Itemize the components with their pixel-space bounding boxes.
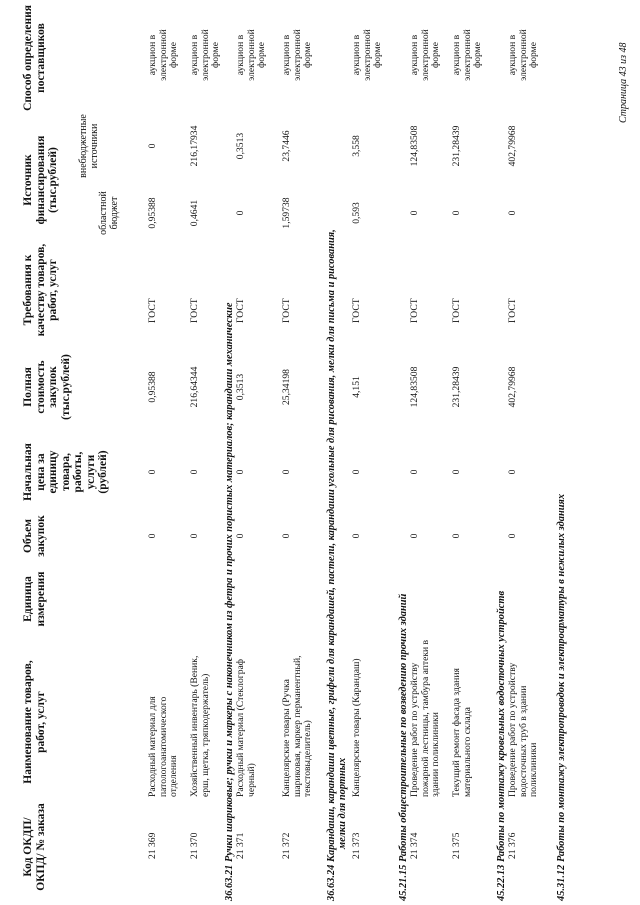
row-method: аукцион в электронной форме	[507, 29, 540, 81]
section-heading	[398, 594, 409, 901]
header-funding: Источник финансирования (тыс.рублей)	[22, 135, 59, 225]
row-total: 0,3513	[235, 373, 246, 401]
row-total: 0,95388	[147, 371, 158, 403]
header-name: Наименование товаров, работ, услуг	[22, 660, 47, 784]
row-code: 21 369	[147, 832, 158, 859]
row-quality: ГОСТ	[281, 298, 292, 323]
row-method: аукцион в электронной форме	[189, 29, 222, 81]
section-code: 36.63.24	[326, 864, 337, 901]
row-extra: 216,17934	[189, 125, 200, 167]
header-code: Код ОКДП/ ОКПД/ № заказа	[22, 803, 47, 891]
row-quality: ГОСТ	[147, 298, 158, 323]
section-code: 36.63.21	[224, 864, 235, 901]
row-quality: ГОСТ	[451, 298, 462, 323]
row-regional: 0	[409, 210, 420, 216]
row-code: 21 376	[507, 832, 518, 859]
row-price: 0	[281, 469, 292, 475]
header-total: Полная стоимость закупок (тыс.рублей)	[22, 354, 72, 420]
row-name: Проведение работ по устройству водосточных труб в здании поликлиники	[507, 662, 540, 797]
row-extra: 3,558	[351, 135, 362, 157]
header-unit: Единица измерения	[22, 571, 47, 627]
row-regional: 0,95388	[147, 197, 158, 229]
row-quality: ГОСТ	[507, 298, 518, 323]
row-extra: 0	[147, 143, 158, 149]
section-code: 45.22.13	[496, 864, 507, 901]
row-qty: 0	[409, 533, 420, 539]
row-extra: 124,83508	[409, 125, 420, 167]
row-code: 21 375	[451, 832, 462, 859]
row-method: аукцион в электронной форме	[281, 29, 314, 81]
row-qty: 0	[281, 533, 292, 539]
row-code: 21 372	[281, 832, 292, 859]
row-extra: 23,7446	[281, 130, 292, 162]
row-price: 0	[189, 469, 200, 475]
row-name: Расходный материал (Стеклограф черный)	[235, 659, 257, 797]
row-price: 0	[351, 469, 362, 475]
row-qty: 0	[507, 533, 518, 539]
section-code: 45.31.12	[556, 864, 567, 901]
row-regional: 0	[235, 210, 246, 216]
header-quality: Требования к качеству товаров, работ, услуг	[22, 243, 59, 337]
row-method: аукцион в электронной форме	[451, 29, 484, 81]
row-qty: 0	[451, 533, 462, 539]
page-number: Страница 43 из 48	[618, 42, 629, 123]
header-qty: Объем закупок	[22, 515, 47, 557]
header-price: Начальная цена за единицу товара, работы, услуги (рублей)	[22, 443, 109, 501]
row-price: 0	[235, 469, 246, 475]
header-fund-regional: областной бюджет	[98, 191, 120, 235]
section-text: Работы по монтажу электропроводок и электроарматуры в нежилых зданиях	[556, 493, 567, 863]
row-qty: 0	[235, 533, 246, 539]
section-heading	[556, 494, 567, 901]
row-quality: ГОСТ	[351, 298, 362, 323]
row-method: аукцион в электронной форме	[351, 29, 384, 81]
row-name: Канцелярские товары (Карандаш)	[351, 658, 362, 797]
row-regional: 0,4641	[189, 199, 200, 227]
row-method: аукцион в электронной форме	[409, 29, 442, 81]
row-total: 231,28439	[451, 366, 462, 408]
row-extra: 402,79968	[507, 125, 518, 167]
row-code: 21 370	[189, 832, 200, 859]
row-qty: 0	[189, 533, 200, 539]
row-price: 0	[507, 469, 518, 475]
row-regional: 1,59738	[281, 197, 292, 229]
row-qty: 0	[351, 533, 362, 539]
header-fund-extra: внебюджетные источники	[78, 114, 100, 178]
row-quality: ГОСТ	[409, 298, 420, 323]
row-name: Проведение работ по устройству пожарной лестницы, тамбура аптеки в здании поликлиники	[409, 639, 442, 797]
row-qty: 0	[147, 533, 158, 539]
row-price: 0	[147, 469, 158, 475]
row-code: 21 374	[409, 832, 420, 859]
row-total: 216,64344	[189, 366, 200, 408]
row-name: Текущий ремонт фасада здания материального склада	[451, 668, 473, 797]
row-name: Канцелярские товары (Ручка шариковая, маркер перманентный, текстовыделитель)	[281, 655, 314, 797]
row-total: 25,34198	[281, 369, 292, 405]
section-text: Карандаши, карандаши цветные, грифели для карандашей, пастели, карандаши угольные для рисования, мелки для письма и рисования,	[326, 229, 337, 863]
row-price: 0	[409, 469, 420, 475]
section-heading	[224, 302, 235, 901]
section-text: Работы общестроительные по возведению прочих зданий	[398, 593, 409, 863]
row-total: 4,151	[351, 376, 362, 398]
section-heading	[496, 591, 507, 901]
row-extra: 231,28439	[451, 125, 462, 167]
row-method: аукцион в электронной форме	[147, 29, 180, 81]
row-price: 0	[451, 469, 462, 475]
section-text: Ручки шариковые; ручки и маркеры с наконечником из фетра и прочих пористых материалов; карандаши механические	[224, 302, 235, 863]
header-method: Способ определения поставщиков	[22, 5, 47, 111]
row-extra: 0,3513	[235, 132, 246, 160]
section-code: 45.21.15	[398, 864, 409, 901]
section-heading-continuation: мелки для портных	[337, 757, 348, 849]
section-text: Работы по монтажу кровельных водосточных устройств	[496, 590, 507, 863]
row-name: Расходный материал для патологоанатомического отделения	[147, 696, 180, 797]
row-name: Хозяйственный инвентарь (Веник, ерш, щетка, тряпкодержатель)	[189, 655, 211, 797]
row-regional: 0	[507, 210, 518, 216]
row-method: аукцион в электронной форме	[235, 29, 268, 81]
row-quality: ГОСТ	[189, 298, 200, 323]
row-regional: 0	[451, 210, 462, 216]
row-quality: ГОСТ	[235, 298, 246, 323]
section-heading	[326, 229, 337, 901]
row-code: 21 371	[235, 832, 246, 859]
row-total: 124,83508	[409, 366, 420, 408]
row-total: 402,79968	[507, 366, 518, 408]
row-code: 21 373	[351, 832, 362, 859]
row-regional: 0,593	[351, 202, 362, 224]
